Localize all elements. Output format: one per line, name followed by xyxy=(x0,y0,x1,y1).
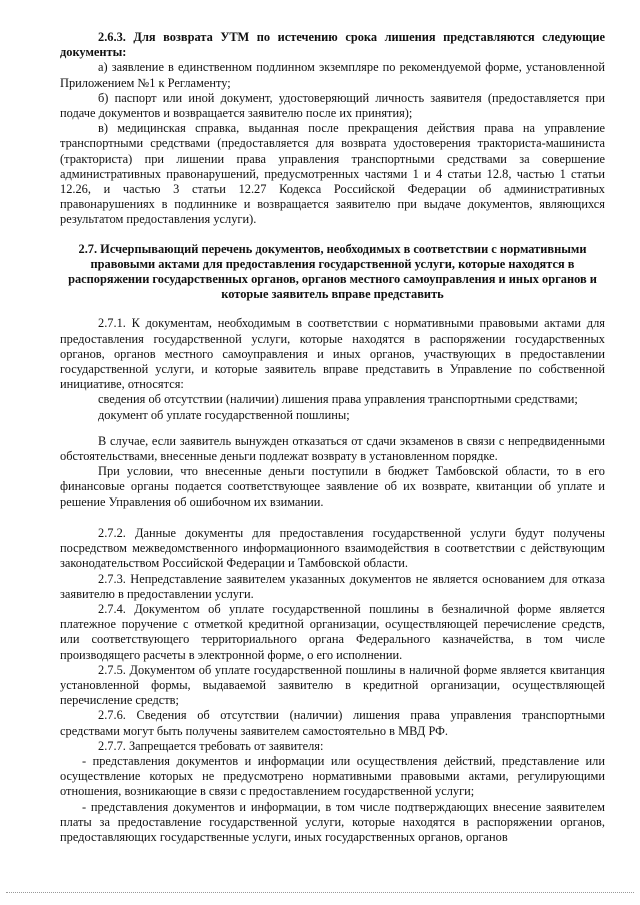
section-2-7-2: 2.7.2. Данные документы для предоставления государственной услуги будут получены посредством межведомственного информационного взаимодействия в соответствии с действующим законодательством Российской Федерации и Тамбовской области. xyxy=(60,525,605,571)
spacer xyxy=(60,423,605,434)
section-2-7-heading: 2.7. Исчерпывающий перечень документов, необходимых в соответствии с нормативными правовыми актами для предоставления государственной услуги, которые находятся в распоряжении государственных органов, органов местного самоуправления и иных органов и которые заявитель вправе представить xyxy=(68,241,597,302)
section-2-6-3-heading: 2.6.3. Для возврата УТМ по истечению срока лишения представляются следующие документы: xyxy=(60,30,605,60)
section-2-6-3-item-a: а) заявление в единственном подлинном экземпляре по рекомендуемой форме, установленной Приложением №1 к Регламенту; xyxy=(60,60,605,90)
section-2-7-1-paragraph-1: В случае, если заявитель вынужден отказаться от сдачи экзаменов в связи с непредвиденными обстоятельствами, внесенные деньги подлежат возврату в установленном порядке. xyxy=(60,433,605,464)
section-2-7-7-dash-2: - представления документов и информации, в том числе подтверждающих внесение заявителем платы за предоставление государственной услуги, которые находятся в распоряжении органов, предоставляющих государственные услуги, иных государственных органов, органов xyxy=(60,799,605,844)
document-body xyxy=(60,30,605,845)
page-bottom-divider xyxy=(6,892,634,893)
spacer xyxy=(60,302,605,316)
spacer xyxy=(60,228,605,242)
section-2-7-1-item-1: сведения об отсутствии (наличии) лишения права управления транспортными средствами; xyxy=(98,392,578,407)
section-2-7-3: 2.7.3. Непредставление заявителем указанных документов не является основанием для отказа заявителю в предоставлении услуги. xyxy=(60,571,605,601)
section-2-7-6: 2.7.6. Сведения об отсутствии (наличии) лишения права управления транспортными средствами могут быть получены заявителем самостоятельно в МВД РФ. xyxy=(60,708,605,738)
spacer xyxy=(60,510,605,526)
section-2-7-1-paragraph-2: При условии, что внесенные деньги поступили в бюджет Тамбовской области, то в его финансовые органы подается соответствующее заявление об их возврате, квитанции об уплате и решение Управления об ошибочном их взимании. xyxy=(60,464,605,509)
section-2-7-5: 2.7.5. Документом об уплате государственной пошлины в наличной форме является квитанция установленной формы, выдаваемой заявителю в кредитной организации, осуществляющей перечисление средств; xyxy=(60,662,605,708)
section-2-6-3-item-b: б) паспорт или иной документ, удостоверяющий личность заявителя (предоставляется при подаче документов и возвращается заявителю после их принятия); xyxy=(60,90,605,121)
section-2-7-4: 2.7.4. Документом об уплате государственной пошлины в безналичной форме является платежное поручение с отметкой кредитной организации, осуществляющей перечисление средств, или соответствующего территориального органа Федерального казначейства, в том числе производящего расчеты в электронной форме, о его исполнении. xyxy=(60,601,605,662)
section-2-7-1-item-2: документ об уплате государственной пошлины; xyxy=(98,407,350,422)
section-2-7-1-text: 2.7.1. К документам, необходимым в соответствии с нормативными правовыми актами для предоставления государственной услуги, которые находятся в распоряжении государственных органов, органов местного самоуправления и иных органов, участвующих в предоставлении государственной услуги, и которые заявитель вправе представить в Управление по собственной инициативе, относятся: xyxy=(60,316,605,392)
section-2-7-7-heading: 2.7.7. Запрещается требовать от заявителя: xyxy=(98,738,324,753)
section-2-6-3-item-c: в) медицинская справка, выданная после прекращения действия права на управление транспортными средствами (предоставляется для возврата удостоверения тракториста-машиниста (тракториста) при лишении права управления транспортными средствами за совершение административных правонарушений, предусмотренных частями 1 и 4 статьи 12.8, частью 1 статьи 12.26, и частью 3 статьи 12.27 Кодекса Российской Федерации об административных правонарушениях в подлиннике и возвращается заявителю при выдаче документов, являющихся результатом предоставления услуги). xyxy=(60,121,605,227)
section-2-7-7-dash-1: - представления документов и информации или осуществления действий, представление или осуществление которых не предусмотрено нормативными правовыми актами, регулирующими отношения, возникающие в связи с предоставлением государственной услуги; xyxy=(60,753,605,799)
